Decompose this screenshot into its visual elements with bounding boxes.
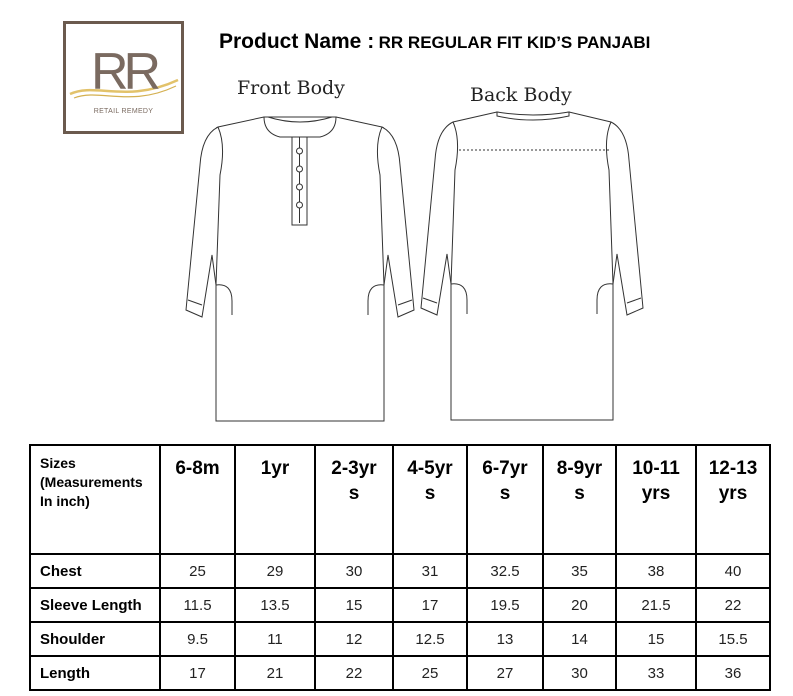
size-header-cell: 1yr xyxy=(235,445,315,554)
size-header-cell: 10-11yrs xyxy=(616,445,696,554)
table-cell: 17 xyxy=(160,656,235,690)
table-cell: 33 xyxy=(616,656,696,690)
table-row-sleeve-length xyxy=(30,588,770,622)
table-cell: 15 xyxy=(315,588,393,622)
table-cell: 11.5 xyxy=(160,588,235,622)
back-body-illustration xyxy=(413,108,653,430)
size-header-cell: 6-7yrs xyxy=(467,445,543,554)
table-cell: 29 xyxy=(235,554,315,588)
size-header-cell: 12-13yrs xyxy=(696,445,770,554)
size-header-row xyxy=(30,445,770,554)
table-cell: 21.5 xyxy=(616,588,696,622)
sizes-header-label: Sizes (Measurements In inch) xyxy=(30,445,160,554)
table-row-shoulder xyxy=(30,622,770,656)
front-body-caption: Front Body xyxy=(237,77,345,99)
table-cell: 15 xyxy=(616,622,696,656)
size-header-cell: 8-9yrs xyxy=(543,445,616,554)
table-cell: 12.5 xyxy=(393,622,467,656)
table-cell: 35 xyxy=(543,554,616,588)
table-cell: 22 xyxy=(315,656,393,690)
table-cell: 21 xyxy=(235,656,315,690)
table-cell: 40 xyxy=(696,554,770,588)
size-header-cell: 2-3yrs xyxy=(315,445,393,554)
row-label: Sleeve Length xyxy=(30,588,160,622)
table-cell: 30 xyxy=(315,554,393,588)
table-cell: 25 xyxy=(160,554,235,588)
table-cell: 36 xyxy=(696,656,770,690)
table-cell: 32.5 xyxy=(467,554,543,588)
product-name-value: RR REGULAR FIT KID’S PANJABI xyxy=(378,33,651,52)
product-name-label: Product Name : xyxy=(219,30,375,53)
back-body-caption: Back Body xyxy=(470,84,572,106)
logo-subtitle: RETAIL REMEDY xyxy=(93,108,154,115)
table-cell: 19.5 xyxy=(467,588,543,622)
product-title xyxy=(219,30,650,54)
table-cell: 27 xyxy=(467,656,543,690)
table-cell: 15.5 xyxy=(696,622,770,656)
logo-letters: RR xyxy=(90,43,157,101)
table-cell: 13 xyxy=(467,622,543,656)
table-cell: 17 xyxy=(393,588,467,622)
size-header-cell: 6-8m xyxy=(160,445,235,554)
table-row-chest xyxy=(30,554,770,588)
brand-logo xyxy=(63,21,184,134)
table-cell: 31 xyxy=(393,554,467,588)
table-cell: 13.5 xyxy=(235,588,315,622)
table-cell: 12 xyxy=(315,622,393,656)
table-row-length xyxy=(30,656,770,690)
table-cell: 14 xyxy=(543,622,616,656)
row-label: Length xyxy=(30,656,160,690)
table-cell: 25 xyxy=(393,656,467,690)
table-cell: 9.5 xyxy=(160,622,235,656)
table-cell: 22 xyxy=(696,588,770,622)
size-chart-table xyxy=(29,444,771,691)
table-cell: 20 xyxy=(543,588,616,622)
table-cell: 30 xyxy=(543,656,616,690)
table-cell: 11 xyxy=(235,622,315,656)
front-body-illustration xyxy=(180,105,420,430)
row-label: Chest xyxy=(30,554,160,588)
row-label: Shoulder xyxy=(30,622,160,656)
size-header-cell: 4-5yrs xyxy=(393,445,467,554)
table-cell: 38 xyxy=(616,554,696,588)
